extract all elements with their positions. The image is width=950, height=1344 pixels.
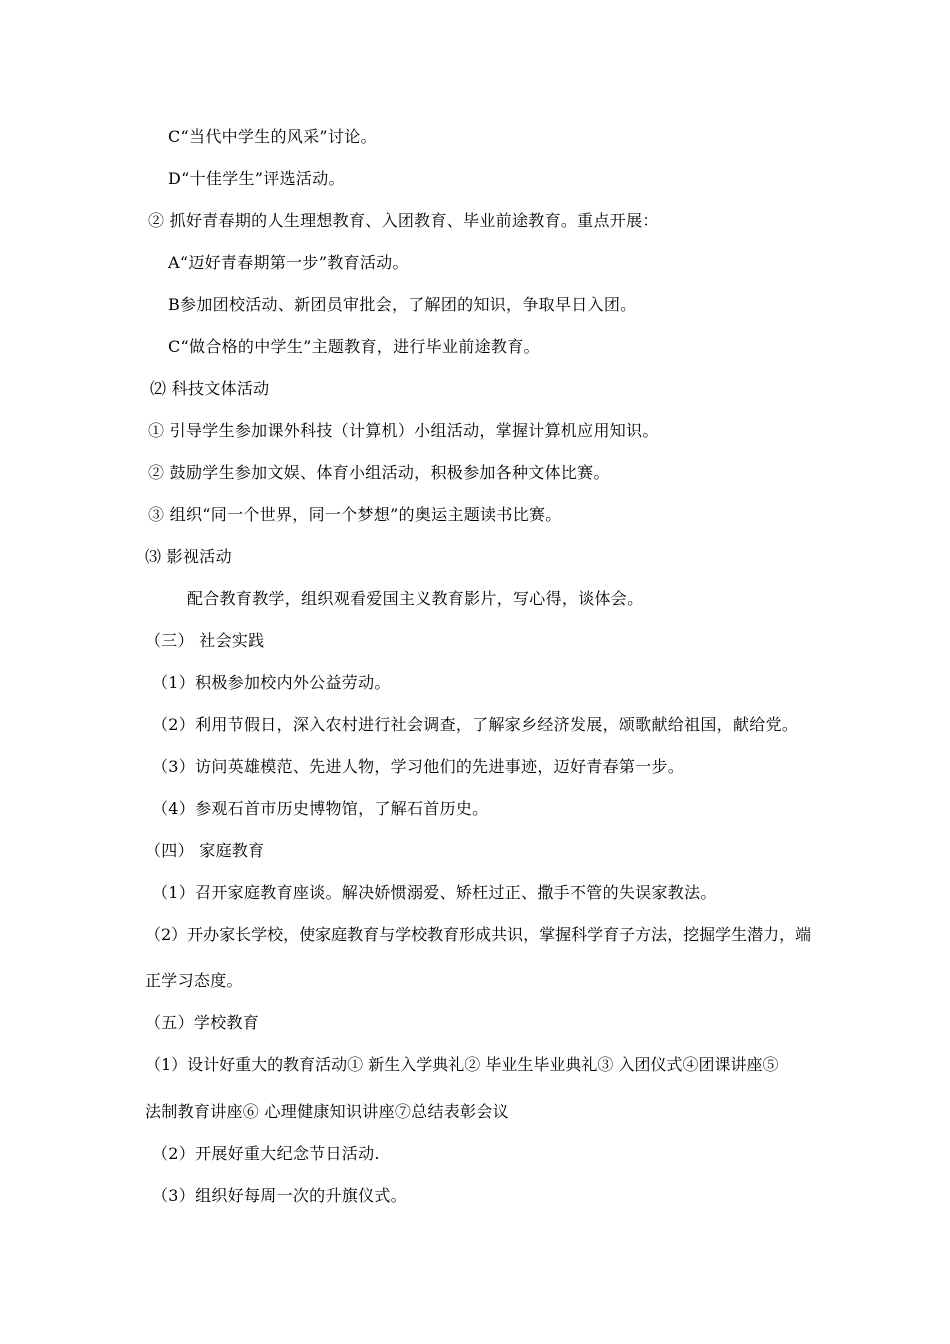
text-line: （3）组织好每周一次的升旗仪式。 bbox=[152, 1186, 407, 1205]
text-line: （4）参观石首市历史博物馆，了解石首历史。 bbox=[152, 799, 489, 818]
text-line: （1）召开家庭教育座谈。解决娇惯溺爱、矫枉过正、撒手不管的失误家教法。 bbox=[152, 883, 717, 902]
text-line: D“十佳学生”评选活动。 bbox=[168, 169, 345, 188]
text-line: （2）开展好重大纪念节日活动. bbox=[152, 1144, 380, 1163]
section-heading: （三） 社会实践 bbox=[145, 631, 265, 650]
text-line: （2）利用节假日，深入农村进行社会调查，了解家乡经济发展，颂歌献给祖国，献给党。 bbox=[152, 715, 799, 734]
section-heading: ⑵ 科技文体活动 bbox=[150, 379, 270, 398]
text-line: ① 引导学生参加课外科技（计算机）小组活动，掌握计算机应用知识。 bbox=[148, 421, 659, 440]
text-line: 正学习态度。 bbox=[145, 971, 243, 990]
section-heading: （五）学校教育 bbox=[145, 1013, 260, 1032]
text-line: A“迈好青春期第一步”教育活动。 bbox=[168, 253, 409, 272]
section-heading: （四） 家庭教育 bbox=[145, 841, 265, 860]
section-heading: ⑶ 影视活动 bbox=[145, 547, 232, 566]
text-line: 配合教育教学，组织观看爱国主义教育影片，写心得，谈体会。 bbox=[187, 589, 644, 608]
text-line: （3）访问英雄模范、先进人物，学习他们的先进事迹，迈好青春第一步。 bbox=[152, 757, 685, 776]
text-line: C“做合格的中学生”主题教育，进行毕业前途教育。 bbox=[168, 337, 540, 356]
text-line: （1）设计好重大的教育活动① 新生入学典礼② 毕业生毕业典礼③ 入团仪式④团课讲座⑤ bbox=[145, 1055, 779, 1074]
text-line: （1）积极参加校内外公益劳动。 bbox=[152, 673, 391, 692]
text-line: 法制教育讲座⑥ 心理健康知识讲座⑦总结表彰会议 bbox=[145, 1102, 509, 1121]
text-line: （2）开办家长学校，使家庭教育与学校教育形成共识，掌握科学育子方法，挖掘学生潜力，端 bbox=[145, 925, 812, 944]
text-line: ② 抓好青春期的人生理想教育、入团教育、毕业前途教育。重点开展： bbox=[148, 211, 659, 230]
text-line: B参加团校活动、新团员审批会，了解团的知识，争取早日入团。 bbox=[168, 295, 637, 314]
text-line: ③ 组织“同一个世界，同一个梦想”的奥运主题读书比赛。 bbox=[148, 505, 562, 524]
text-line: C“当代中学生的风采”讨论。 bbox=[168, 127, 377, 146]
text-line: ② 鼓励学生参加文娱、体育小组活动，积极参加各种文体比赛。 bbox=[148, 463, 610, 482]
